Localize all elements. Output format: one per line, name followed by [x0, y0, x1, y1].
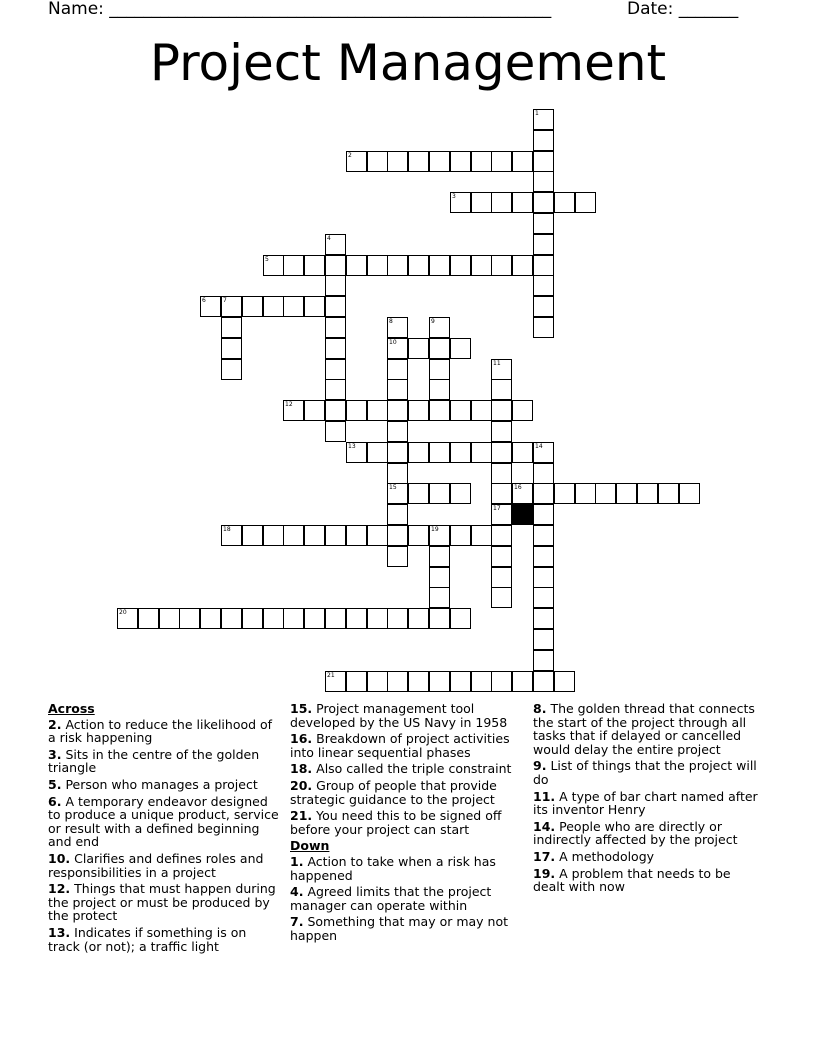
crossword-cell[interactable] — [429, 546, 450, 567]
across-clue — [290, 809, 522, 836]
clue-number: 10 — [389, 339, 397, 346]
crossword-cell[interactable] — [533, 234, 554, 255]
crossword-cell[interactable] — [159, 608, 180, 629]
crossword-cell[interactable] — [325, 608, 346, 629]
clue-label-number: 18. — [290, 761, 313, 777]
crossword-cell[interactable] — [533, 317, 554, 338]
crossword-cell[interactable] — [658, 483, 679, 504]
crossword-cell[interactable] — [325, 525, 346, 546]
clue-number: 11 — [493, 360, 501, 367]
crossword-cell[interactable] — [491, 671, 512, 692]
clue-label-number: 4. — [290, 884, 304, 900]
crossword-cell[interactable] — [283, 400, 304, 421]
across-clue — [48, 718, 280, 745]
crossword-cell[interactable] — [346, 442, 367, 463]
crossword-cell[interactable] — [304, 608, 325, 629]
crossword-cell[interactable] — [491, 442, 512, 463]
down-clue — [533, 790, 765, 817]
crossword-cell[interactable] — [491, 255, 512, 276]
crossword-cell[interactable] — [242, 525, 263, 546]
crossword-cell[interactable] — [408, 255, 429, 276]
crossword-cell[interactable] — [346, 400, 367, 421]
date-line[interactable]: Date: _______ — [627, 0, 739, 19]
clue-text: A problem that needs to be dealt with now — [533, 865, 731, 895]
clue-text: A methodology — [559, 848, 655, 864]
crossword-cell[interactable] — [387, 317, 408, 338]
clue-number: 13 — [348, 443, 356, 450]
crossword-cell[interactable] — [387, 338, 408, 359]
crossword-cell[interactable] — [471, 192, 492, 213]
crossword-cell[interactable] — [512, 483, 533, 504]
crossword-cell[interactable] — [533, 525, 554, 546]
crossword-cell[interactable] — [117, 608, 138, 629]
crossword-cell[interactable] — [138, 608, 159, 629]
across-clue — [48, 748, 280, 775]
crossword-cell[interactable] — [554, 192, 575, 213]
clue-text: A temporary endeavor designed to produce a unique product, service or result with a defined beginning and end — [48, 793, 279, 850]
crossword-cell[interactable] — [429, 359, 450, 380]
clue-label-number: 21. — [290, 808, 313, 824]
clue-number: 12 — [285, 401, 293, 408]
crossword-cell[interactable] — [221, 608, 242, 629]
crossword-cell[interactable] — [387, 442, 408, 463]
crossword-cell[interactable] — [491, 587, 512, 608]
crossword-cell[interactable] — [491, 379, 512, 400]
clue-label-number: 6. — [48, 793, 62, 809]
crossword-cell[interactable] — [595, 483, 616, 504]
crossword-cell[interactable] — [200, 608, 221, 629]
crossword-cell[interactable] — [387, 255, 408, 276]
down-clue — [290, 885, 522, 912]
crossword-cell[interactable] — [512, 255, 533, 276]
crossword-cell[interactable] — [283, 255, 304, 276]
crossword-cell[interactable] — [533, 587, 554, 608]
crossword-cell[interactable] — [491, 463, 512, 484]
clue-text: Action to take when a risk has happened — [290, 853, 496, 883]
crossword-cell[interactable] — [325, 275, 346, 296]
clue-label-number: 9. — [533, 758, 547, 774]
clue-number: 21 — [327, 672, 335, 679]
crossword-cell[interactable] — [471, 151, 492, 172]
crossword-cell[interactable] — [471, 255, 492, 276]
crossword-cell[interactable] — [346, 151, 367, 172]
clue-text: Sits in the centre of the golden triangle — [48, 746, 260, 776]
crossword-cell[interactable] — [387, 400, 408, 421]
clue-label-number: 13. — [48, 924, 71, 940]
crossword-cell[interactable] — [200, 296, 221, 317]
clue-number: 8 — [389, 318, 393, 325]
crossword-cell[interactable] — [387, 359, 408, 380]
clue-label-number: 5. — [48, 776, 62, 792]
crossword-cell[interactable] — [471, 400, 492, 421]
crossword-cell[interactable] — [637, 483, 658, 504]
clue-label-number: 19. — [533, 865, 556, 881]
crossword-cell[interactable] — [325, 359, 346, 380]
crossword-cell[interactable] — [367, 608, 388, 629]
crossword-cell[interactable] — [367, 442, 388, 463]
crossword-cell[interactable] — [429, 255, 450, 276]
crossword-cell[interactable] — [263, 608, 284, 629]
crossword-cell[interactable] — [533, 483, 554, 504]
crossword-cell[interactable] — [429, 671, 450, 692]
crossword-cell[interactable] — [283, 296, 304, 317]
clue-text: Things that must happen during the project or must be produced by the protect — [48, 881, 276, 924]
crossword-cell[interactable] — [491, 359, 512, 380]
down-clue — [533, 759, 765, 786]
crossword-cell[interactable] — [387, 421, 408, 442]
crossword-cell[interactable] — [367, 525, 388, 546]
crossword-cell[interactable] — [533, 608, 554, 629]
crossword-cell[interactable] — [429, 608, 450, 629]
crossword-cell[interactable] — [429, 525, 450, 546]
crossword-cell[interactable] — [263, 525, 284, 546]
clue-text: Project management tool developed by the US Navy in 1958 — [290, 701, 508, 730]
crossword-cell[interactable] — [616, 483, 637, 504]
crossword-cell[interactable] — [471, 525, 492, 546]
crossword-cell[interactable] — [408, 400, 429, 421]
crossword-cell[interactable] — [221, 525, 242, 546]
crossword-cell[interactable] — [367, 255, 388, 276]
crossword-cell[interactable] — [491, 483, 512, 504]
crossword-cell[interactable] — [387, 671, 408, 692]
crossword-cell[interactable] — [387, 525, 408, 546]
crossword-cell[interactable] — [283, 525, 304, 546]
clue-label-number: 20. — [290, 777, 313, 793]
crossword-cell[interactable] — [533, 671, 554, 692]
crossword-cell[interactable] — [325, 317, 346, 338]
crossword-cell[interactable] — [491, 151, 512, 172]
clue-label-number: 14. — [533, 818, 556, 834]
crossword-cell[interactable] — [429, 317, 450, 338]
crossword-cell[interactable] — [575, 483, 596, 504]
crossword-cell[interactable] — [429, 151, 450, 172]
crossword-cell[interactable] — [346, 255, 367, 276]
crossword-cell[interactable] — [533, 567, 554, 588]
down-clue — [533, 850, 765, 864]
crossword-cell[interactable] — [408, 442, 429, 463]
crossword-cell[interactable] — [491, 421, 512, 442]
crossword-cell[interactable] — [304, 525, 325, 546]
across-clue — [48, 852, 280, 879]
across-clue — [48, 882, 280, 923]
crossword-cell[interactable] — [429, 567, 450, 588]
across-heading: Across — [48, 701, 95, 716]
clues-column-1 — [48, 702, 280, 956]
clue-text: Indicates if something is on track (or not); a traffic light — [48, 924, 247, 954]
crossword-cell[interactable] — [429, 400, 450, 421]
crossword-cell[interactable] — [346, 608, 367, 629]
down-clue — [290, 855, 522, 882]
clue-label-number: 8. — [533, 701, 547, 716]
across-clue — [290, 732, 522, 759]
crossword-cell[interactable] — [533, 463, 554, 484]
clues-column-2 — [290, 702, 522, 946]
across-clue — [48, 795, 280, 849]
crossword-cell[interactable] — [450, 525, 471, 546]
crossword-cell[interactable] — [179, 608, 200, 629]
clue-number: 7 — [223, 297, 227, 304]
crossword-cell[interactable] — [408, 338, 429, 359]
crossword-cell[interactable] — [367, 151, 388, 172]
across-clue — [48, 778, 280, 792]
crossword-cell[interactable] — [387, 379, 408, 400]
crossword-cell[interactable] — [533, 171, 554, 192]
crossword-cell[interactable] — [533, 296, 554, 317]
black-cell — [512, 504, 533, 525]
clue-number: 6 — [202, 297, 206, 304]
crossword-cell[interactable] — [221, 338, 242, 359]
clue-label-number: 3. — [48, 746, 62, 762]
crossword-cell[interactable] — [429, 587, 450, 608]
crossword-cell[interactable] — [221, 317, 242, 338]
crossword-cell[interactable] — [533, 650, 554, 671]
crossword-cell[interactable] — [554, 671, 575, 692]
down-clue — [533, 867, 765, 894]
crossword-cell[interactable] — [533, 192, 554, 213]
crossword-cell[interactable] — [429, 338, 450, 359]
crossword-cell[interactable] — [450, 442, 471, 463]
crossword-cell[interactable] — [533, 255, 554, 276]
crossword-cell[interactable] — [491, 546, 512, 567]
crossword-cell[interactable] — [450, 400, 471, 421]
crossword-cell[interactable] — [533, 629, 554, 650]
clue-label-number: 10. — [48, 850, 71, 866]
clue-text: A type of bar chart named after its inventor Henry — [533, 788, 758, 818]
across-clue — [48, 926, 280, 953]
clues-column-3 — [533, 702, 765, 897]
crossword-cell[interactable] — [387, 546, 408, 567]
crossword-cell[interactable] — [575, 192, 596, 213]
crossword-cell[interactable] — [387, 483, 408, 504]
across-clue — [290, 779, 522, 806]
crossword-cell[interactable] — [533, 504, 554, 525]
crossword-cell[interactable] — [367, 400, 388, 421]
clue-number: 3 — [452, 193, 456, 200]
crossword-cell[interactable] — [512, 400, 533, 421]
crossword-cell[interactable] — [387, 608, 408, 629]
down-heading: Down — [290, 838, 330, 854]
name-line[interactable]: Name: ____________________________________________________ — [48, 0, 552, 19]
clue-number: 2 — [348, 152, 352, 159]
crossword-cell[interactable] — [325, 338, 346, 359]
crossword-cell[interactable] — [533, 442, 554, 463]
crossword-cell[interactable] — [304, 296, 325, 317]
across-clue — [290, 702, 522, 729]
crossword-cell[interactable] — [491, 192, 512, 213]
crossword-cell[interactable] — [471, 442, 492, 463]
crossword-cell[interactable] — [408, 671, 429, 692]
crossword-cell[interactable] — [533, 546, 554, 567]
clue-label-number: 12. — [48, 881, 71, 897]
crossword-cell[interactable] — [491, 567, 512, 588]
clue-text: Agreed limits that the project manager can operate within — [290, 884, 492, 913]
clue-number: 16 — [514, 484, 522, 491]
clue-number: 15 — [389, 484, 397, 491]
clue-text: The golden thread that connects the start of the project through all tasks that if delayed or cancelled would delay the entire project — [533, 701, 755, 757]
crossword-cell[interactable] — [221, 359, 242, 380]
crossword-cell[interactable] — [283, 608, 304, 629]
crossword-cell[interactable] — [387, 151, 408, 172]
crossword-cell[interactable] — [263, 255, 284, 276]
clue-number: 9 — [431, 318, 435, 325]
clue-label-number: 16. — [290, 731, 313, 747]
crossword-cell[interactable] — [533, 275, 554, 296]
crossword-cell[interactable] — [533, 213, 554, 234]
clue-number: 17 — [493, 505, 501, 512]
clue-number: 19 — [431, 526, 439, 533]
crossword-cell[interactable] — [679, 483, 700, 504]
crossword-cell[interactable] — [408, 483, 429, 504]
crossword-cell[interactable] — [387, 463, 408, 484]
crossword-cell[interactable] — [512, 442, 533, 463]
crossword-cell[interactable] — [533, 130, 554, 151]
down-clue — [533, 820, 765, 847]
crossword-cell[interactable] — [325, 296, 346, 317]
clue-number: 18 — [223, 526, 231, 533]
crossword-cell[interactable] — [450, 671, 471, 692]
clue-text: You need this to be signed off before your project can start — [290, 808, 502, 837]
crossword-cell[interactable] — [242, 608, 263, 629]
clue-text: Group of people that provide strategic guidance to the project — [290, 777, 497, 807]
clue-text: Person who manages a project — [65, 776, 258, 792]
crossword-cell[interactable] — [221, 296, 242, 317]
clue-text: List of things that the project will do — [533, 758, 757, 787]
crossword-cell[interactable] — [325, 379, 346, 400]
crossword-cell[interactable] — [450, 255, 471, 276]
crossword-cell[interactable] — [429, 442, 450, 463]
clue-number: 1 — [535, 110, 539, 117]
crossword-cell[interactable] — [346, 671, 367, 692]
crossword-cell[interactable] — [450, 151, 471, 172]
crossword-cell[interactable] — [554, 483, 575, 504]
crossword-cell[interactable] — [325, 400, 346, 421]
crossword-cell[interactable] — [533, 109, 554, 130]
crossword-cell[interactable] — [491, 525, 512, 546]
crossword-cell[interactable] — [471, 671, 492, 692]
crossword-cell[interactable] — [367, 671, 388, 692]
crossword-cell[interactable] — [450, 338, 471, 359]
crossword-cell[interactable] — [325, 671, 346, 692]
crossword-cell[interactable] — [512, 192, 533, 213]
clue-label-number: 2. — [48, 716, 62, 732]
crossword-cell[interactable] — [429, 483, 450, 504]
clue-label-number: 7. — [290, 914, 304, 930]
crossword-cell[interactable] — [325, 255, 346, 276]
crossword-cell[interactable] — [533, 151, 554, 172]
clue-number: 14 — [535, 443, 543, 450]
crossword-cell[interactable] — [346, 525, 367, 546]
clue-label-number: 17. — [533, 848, 556, 864]
clue-text: Something that may or may not happen — [290, 914, 509, 943]
down-clue — [533, 702, 765, 756]
crossword-cell[interactable] — [325, 234, 346, 255]
clue-label-number: 1. — [290, 853, 304, 869]
crossword-cell[interactable] — [325, 421, 346, 442]
page-title: Project Management — [149, 34, 667, 92]
crossword-cell[interactable] — [387, 504, 408, 525]
crossword-cell[interactable] — [408, 525, 429, 546]
clue-number: 4 — [327, 235, 331, 242]
clue-label-number: 15. — [290, 701, 313, 716]
clue-label-number: 11. — [533, 788, 556, 804]
crossword-cell[interactable] — [408, 151, 429, 172]
crossword-cell[interactable] — [304, 400, 325, 421]
crossword-cell[interactable] — [491, 400, 512, 421]
clue-text: Clarifies and defines roles and responsibilities in a project — [48, 850, 264, 880]
crossword-cell[interactable] — [512, 671, 533, 692]
crossword-cell[interactable] — [450, 483, 471, 504]
clue-number: 5 — [265, 256, 269, 263]
crossword-cell[interactable] — [263, 296, 284, 317]
crossword-cell[interactable] — [512, 151, 533, 172]
down-clue — [290, 915, 522, 942]
clue-text: Also called the triple constraint — [316, 761, 512, 777]
crossword-cell[interactable] — [304, 255, 325, 276]
clue-text: Action to reduce the likelihood of a risk happening — [48, 716, 273, 746]
crossword-cell[interactable] — [429, 379, 450, 400]
crossword-cell[interactable] — [491, 504, 512, 525]
clue-text: People who are directly or indirectly affected by the project — [533, 818, 738, 848]
crossword-cell[interactable] — [408, 608, 429, 629]
crossword-cell[interactable] — [242, 296, 263, 317]
across-clue — [290, 762, 522, 776]
clue-text: Breakdown of project activities into linear sequential phases — [290, 731, 510, 760]
crossword-cell[interactable] — [450, 192, 471, 213]
clue-number: 20 — [119, 609, 127, 616]
crossword-cell[interactable] — [450, 608, 471, 629]
